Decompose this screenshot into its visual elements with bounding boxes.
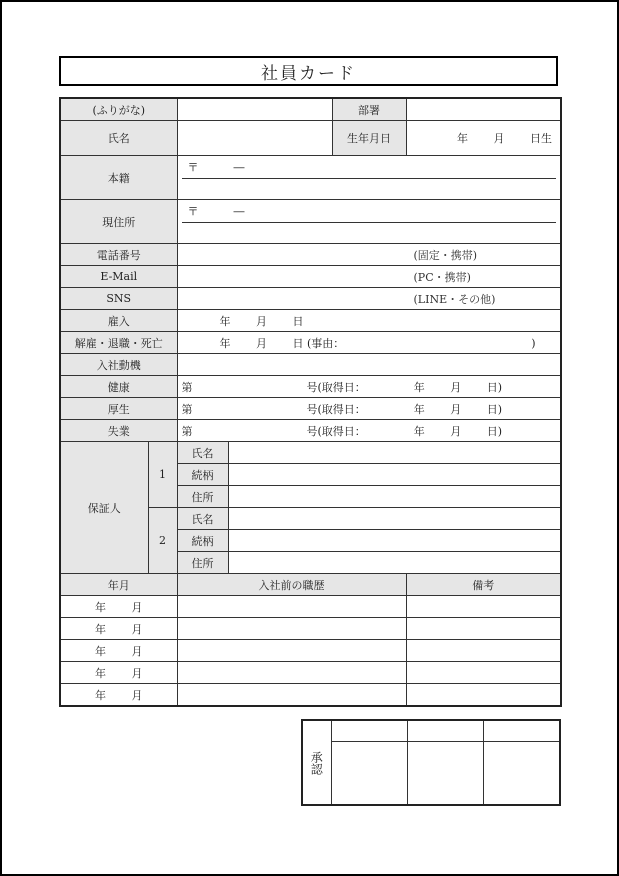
department-field[interactable]: [406, 98, 561, 121]
hire-date-field[interactable]: [177, 310, 561, 332]
motive-label: 入社動機: [60, 354, 177, 376]
career-row-date[interactable]: 年 月: [60, 618, 177, 640]
pension-label: 厚生: [60, 398, 177, 420]
career-remarks-header: 備考: [406, 574, 561, 596]
hire-date-text: 年 月 日: [219, 314, 304, 328]
career-row: [60, 640, 561, 662]
career-row-history[interactable]: [177, 662, 406, 684]
health-insurance-label: 健康: [60, 376, 177, 398]
insurance-acquired: (取得日：: [317, 402, 366, 416]
guarantor-1-name-label: 氏名: [177, 442, 228, 464]
birthdate-label: 生年月日: [332, 121, 406, 156]
career-row-history[interactable]: [177, 640, 406, 662]
insurance-date: 年 月 日): [413, 424, 503, 438]
insurance-dai: 第: [181, 424, 193, 438]
phone-label: 電話番号: [60, 244, 177, 266]
guarantor-1-address-field[interactable]: [228, 486, 561, 508]
approval-stamp-cell[interactable]: [331, 742, 407, 806]
postal-mark-icon: 〒: [187, 160, 199, 174]
sns-field[interactable]: [177, 288, 561, 310]
insurance-dai: 第: [181, 402, 193, 416]
hire-label: 雇入: [60, 310, 177, 332]
guarantor-1-relation-field[interactable]: [228, 464, 561, 486]
career-row-remarks[interactable]: [406, 684, 561, 707]
pension-field[interactable]: [177, 398, 561, 420]
career-row-date[interactable]: 年 月: [60, 684, 177, 707]
honseki-postal-line: [182, 157, 557, 178]
career-row-date[interactable]: 年 月: [60, 596, 177, 618]
name-label: 氏名: [60, 121, 177, 156]
career-row-history[interactable]: [177, 618, 406, 640]
address-field[interactable]: [177, 200, 561, 244]
career-row: [60, 662, 561, 684]
insurance-date: 年 月 日): [413, 380, 503, 394]
guarantor-1-address-label: 住所: [177, 486, 228, 508]
approval-header-cell[interactable]: [331, 720, 407, 742]
email-hint: (PC・携帯): [413, 270, 471, 284]
separation-reason-open: (事由：: [307, 336, 345, 350]
birthdate-field[interactable]: 年 月 日生: [406, 121, 561, 156]
career-row-date[interactable]: 年 月: [60, 640, 177, 662]
guarantor-2-name-field[interactable]: [228, 508, 561, 530]
separation-field[interactable]: [177, 332, 561, 354]
approval-header-cell[interactable]: [407, 720, 483, 742]
guarantor-2-name-label: 氏名: [177, 508, 228, 530]
honseki-field[interactable]: [177, 156, 561, 200]
email-field[interactable]: [177, 266, 561, 288]
guarantor-label: 保証人: [60, 442, 148, 574]
career-row-remarks[interactable]: [406, 640, 561, 662]
honseki-label: 本籍: [60, 156, 177, 200]
career-date-header: 年月: [60, 574, 177, 596]
phone-hint: (固定・携帯): [413, 248, 478, 262]
phone-field[interactable]: [177, 244, 561, 266]
career-row-history[interactable]: [177, 684, 406, 707]
separation-label: 解雇・退職・死亡: [60, 332, 177, 354]
approval-label: 承認: [302, 720, 331, 805]
career-row-history[interactable]: [177, 596, 406, 618]
insurance-go: 号: [306, 424, 318, 438]
health-insurance-field[interactable]: [177, 376, 561, 398]
career-row: [60, 596, 561, 618]
address-line: [182, 222, 557, 243]
guarantor-number-2: 2: [148, 508, 177, 574]
insurance-date: 年 月 日): [413, 402, 503, 416]
approval-stamp-cell[interactable]: [407, 742, 483, 806]
unemployment-field[interactable]: [177, 420, 561, 442]
name-field[interactable]: [177, 121, 332, 156]
guarantor-1-name-field[interactable]: [228, 442, 561, 464]
insurance-go: 号: [306, 402, 318, 416]
insurance-acquired: (取得日：: [317, 424, 366, 438]
address-postal-line: [182, 201, 557, 222]
guarantor-1-relation-label: 続柄: [177, 464, 228, 486]
career-row: [60, 618, 561, 640]
approval-table: [301, 719, 561, 806]
sns-hint: (LINE・その他): [413, 292, 496, 306]
sns-label: SNS: [60, 288, 177, 310]
furigana-label: (ふりがな): [60, 98, 177, 121]
insurance-dai: 第: [181, 380, 193, 394]
career-history-header: 入社前の職歴: [177, 574, 406, 596]
postal-mark-icon: 〒: [187, 204, 199, 218]
employee-card-table: [59, 97, 562, 707]
guarantor-2-relation-field[interactable]: [228, 530, 561, 552]
unemployment-label: 失業: [60, 420, 177, 442]
motive-field[interactable]: [177, 354, 561, 376]
page-title: 社員カード: [59, 56, 558, 86]
guarantor-2-address-label: 住所: [177, 552, 228, 574]
approval-stamp-cell[interactable]: [483, 742, 560, 806]
furigana-field[interactable]: [177, 98, 332, 121]
career-row-date[interactable]: 年 月: [60, 662, 177, 684]
guarantor-number-1: 1: [148, 442, 177, 508]
insurance-go: 号: [306, 380, 318, 394]
separation-date-text: 年 月 日: [219, 336, 304, 350]
postal-dash: ―: [233, 160, 245, 174]
email-label: E-Mail: [60, 266, 177, 288]
postal-dash: ―: [233, 204, 245, 218]
honseki-address-line: [182, 178, 557, 199]
department-label: 部署: [332, 98, 406, 121]
career-row-remarks[interactable]: [406, 618, 561, 640]
guarantor-2-relation-label: 続柄: [177, 530, 228, 552]
insurance-acquired: (取得日：: [317, 380, 366, 394]
approval-header-cell[interactable]: [483, 720, 560, 742]
career-row: [60, 684, 561, 707]
guarantor-2-address-field[interactable]: [228, 552, 561, 574]
career-row-remarks[interactable]: [406, 662, 561, 684]
separation-reason-close: ): [531, 336, 536, 350]
career-row-remarks[interactable]: [406, 596, 561, 618]
address-label: 現住所: [60, 200, 177, 244]
